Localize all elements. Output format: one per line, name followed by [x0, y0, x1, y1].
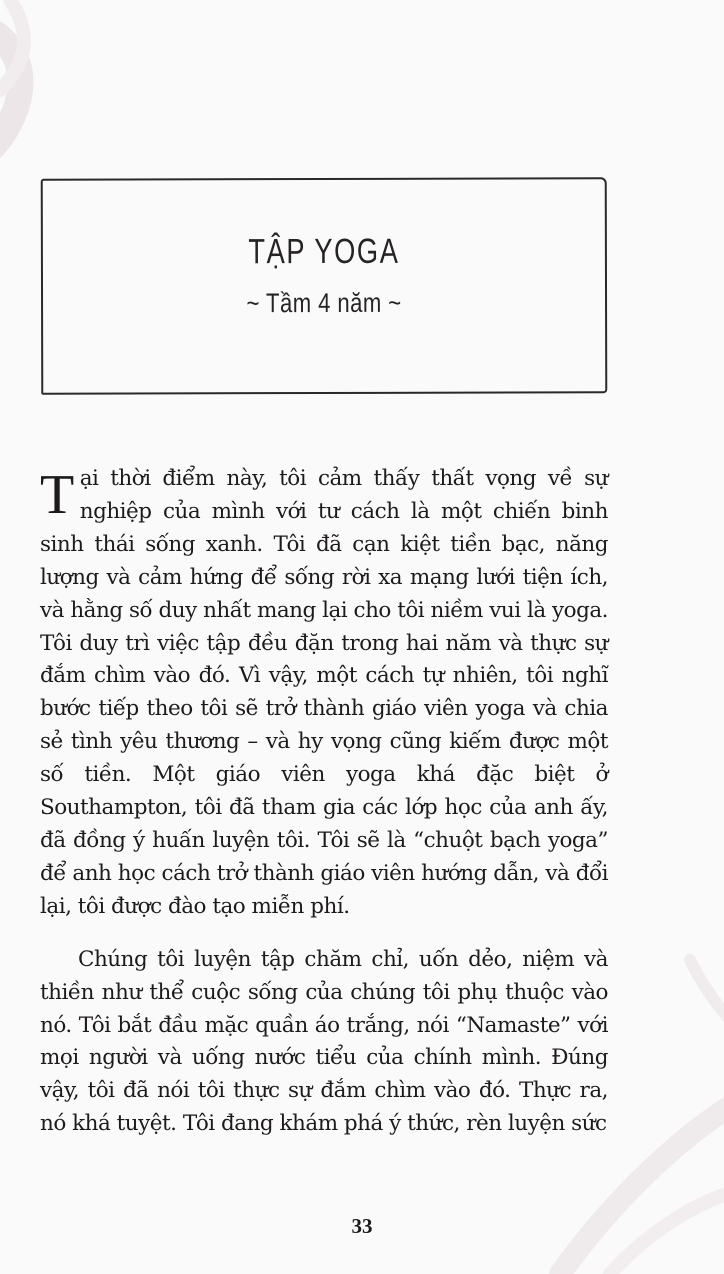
- paragraph-1-text: ại thời điểm này, tôi cảm thấy thất vọng về sự nghiệp của mình với tư cách là một chiến binh sinh thái sống xanh. Tôi đã cạn kiệt tiền bạc, năng lượng và cảm hứng để sống rời xa mạng lưới tiện ích, và hằng số duy nhất mang lại cho tôi niềm vui là yoga. Tôi duy trì việc tập đều đặn trong hai năm và thực sự đắm chìm vào đó. Vì vậy, một cách tự nhiên, tôi nghĩ bước tiếp theo tôi sẽ trở thành giáo viên yoga và chia sẻ tình yêu thương – và hy vọng cũng kiếm được một số tiền. Một giáo viên yoga khá đặc biệt ở Southampton, tôi đã tham gia các lớp học của anh ấy, đã đồng ý huấn luyện tôi. Tôi sẽ là “chuột bạch yoga” để anh học cách trở thành giáo viên hướng dẫn, và đổi lại, tôi được đào tạo miễn phí.: [40, 466, 608, 919]
- page-number: 33: [351, 1214, 373, 1238]
- paragraph-1: [40, 463, 608, 924]
- drop-cap: T: [40, 464, 74, 526]
- chapter-title: TẬP YOGA: [248, 231, 400, 272]
- chapter-title-box: [41, 177, 608, 394]
- chapter-subtitle: ~ Tầm 4 năm ~: [246, 287, 402, 319]
- body-text: [40, 463, 608, 1141]
- paragraph-2: Chúng tôi luyện tập chăm chỉ, uốn dẻo, niệm và thiền như thể cuộc sống của chúng tôi phụ thuộc vào nó. Tôi bắt đầu mặc quần áo trắng, nói “Namaste” với mọi người và uống nước tiểu của chính mình. Đúng vậy, tôi đã nói tôi thực sự đắm chìm vào đó. Thực ra, nó khá tuyệt. Tôi đang khám phá ý thức, rèn luyện sức: [40, 946, 608, 1137]
